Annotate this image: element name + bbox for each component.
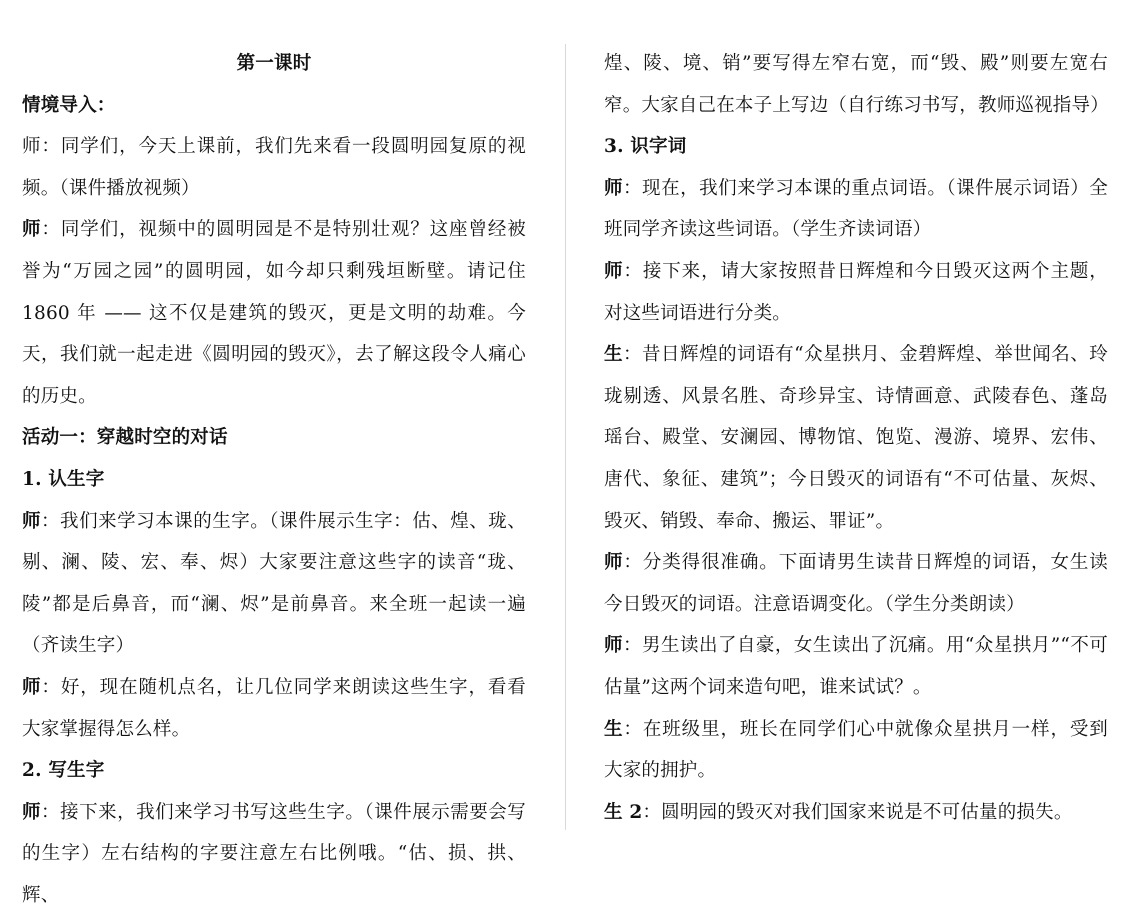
section-heading-intro: 情境导入： xyxy=(22,94,116,116)
paragraph-text: ：同学们，视频中的圆明园是不是特别壮观？这座曾经被誉为“万园之园”的圆明园，如今却只剩残垣断壁。请记住 1860 年 —— 这不仅是建筑的毁灭，更是文明的劫难。今天，我们就一起走进《圆明园的毁灭》，去了解这段令人痛心的历史。 xyxy=(22,219,526,407)
speaker-label: 师 xyxy=(604,260,624,282)
paragraph-text: ：昔日辉煌的词语有“众星拱月、金碧辉煌、举世闻名、玲珑剔透、风景名胜、奇珍异宝、诗情画意、武陵春色、蓬岛瑶台、殿堂、安澜园、博物馆、饱览、漫游、境界、宏伟、唐代、象征、建筑”；今日毁灭的词语有“不可估量、灰烬、毁灭、销毁、奉命、搬运、罪证”。 xyxy=(604,344,1108,532)
paragraph-text: ：圆明园的毁灭对我们国家来说是不可估量的损失。 xyxy=(642,801,1073,823)
activity-heading: 活动一：穿越时空的对话 xyxy=(22,427,228,449)
paragraph xyxy=(22,667,526,750)
paragraph-text: ：我们来学习本课的生字。（课件展示生字：估、煌、珑、剔、澜、陵、宏、奉、烬）大家要注意这些字的读音“珑、陵”都是后鼻音，而“澜、烬”是前鼻音。来全班一起读一遍（齐读生字） xyxy=(22,510,527,657)
paragraph-text: ：好，现在随机点名，让几位同学来朗读这些生字，看看大家掌握得怎么样。 xyxy=(22,676,526,740)
paragraph-text: ：同学们，今天上课前，我们先来看一段圆明园复原的视频。（课件播放视频） xyxy=(22,136,526,199)
paragraph xyxy=(604,792,1108,834)
speaker-label: 生 xyxy=(604,344,624,366)
paragraph xyxy=(604,709,1108,792)
paragraph xyxy=(604,625,1108,708)
left-column xyxy=(22,43,526,916)
paragraph xyxy=(604,168,1108,251)
speaker-label: 师 xyxy=(22,801,42,823)
paragraph-text: ：男生读出了自豪，女生读出了沉痛。用“众星拱月”“不可估量”这两个词来造句吧，谁来试试？。 xyxy=(604,635,1109,698)
paragraph xyxy=(22,126,526,209)
speaker-label: 师 xyxy=(22,676,42,698)
paragraph xyxy=(604,542,1108,625)
paragraph xyxy=(604,334,1108,542)
paragraph xyxy=(22,792,526,916)
paragraph xyxy=(604,251,1108,334)
speaker-label: 生 xyxy=(604,718,624,740)
step-heading: 1. 认生字 xyxy=(22,468,105,490)
paragraph-text: ：接下来，请大家按照昔日辉煌和今日毁灭这两个主题，对这些词语进行分类。 xyxy=(604,260,1108,324)
speaker-label: 师 xyxy=(604,177,624,199)
step-heading: 2. 写生字 xyxy=(22,760,105,782)
column-divider xyxy=(565,44,566,830)
lesson-title: 第一课时 xyxy=(236,53,312,74)
speaker-label: 师 xyxy=(22,510,42,532)
paragraph-text: ：接下来，我们来学习书写这些生字。（课件展示需要会写的生字）左右结构的字要注意左右比例哦。“估、损、拱、辉、 xyxy=(22,801,527,906)
speaker-label: 师 xyxy=(604,635,623,657)
speaker-label: 师 xyxy=(22,219,42,241)
paragraph-text: ：在班级里，班长在同学们心中就像众星拱月一样，受到大家的拥护。 xyxy=(604,718,1108,782)
speaker-label: 师 xyxy=(22,136,42,158)
speaker-label: 生 2 xyxy=(604,801,643,823)
step-heading: 3. 识字词 xyxy=(604,136,687,158)
paragraph xyxy=(22,209,526,417)
right-column xyxy=(604,43,1108,833)
speaker-label: 师 xyxy=(604,552,624,574)
paragraph: 煌、陵、境、销”要写得左窄右宽，而“毁、殿”则要左宽右窄。大家自己在本子上写边（自行练习书写，教师巡视指导） xyxy=(604,53,1109,116)
paragraph-text: ：现在，我们来学习本课的重点词语。（课件展示词语）全班同学齐读这些词语。（学生齐读词语） xyxy=(604,177,1109,241)
paragraph xyxy=(22,501,526,667)
paragraph-text: ：分类得很准确。下面请男生读昔日辉煌的词语，女生读今日毁灭的词语。注意语调变化。（学生分类朗读） xyxy=(604,552,1108,615)
